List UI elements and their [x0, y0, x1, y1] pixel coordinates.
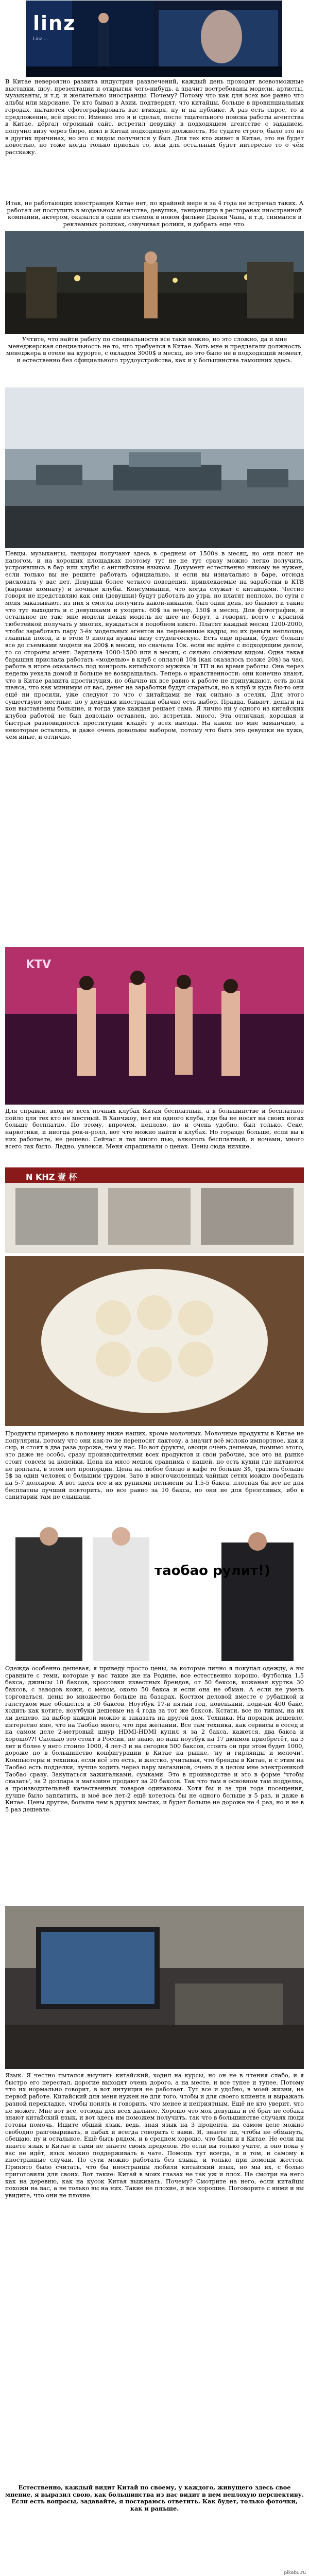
photo-desk — [5, 1906, 304, 2069]
photo-stage-linz — [26, 1, 282, 77]
photo-harbour — [5, 387, 304, 548]
footer-credit: pikabu.ru — [284, 2570, 306, 2575]
text-entertainment: В Китае невероятно развита индустрия развлечений, каждый день проходят всевозможные выставки, шоу, презентации и открытия чего-нибудь, а значит востребованы модели, артисты, музыканты, и т.д. и желательно иностранцы. Почему? Потому что как для всех все равно что альбы или марсиане. Те кто бывал в Азии, подтвердят, что китайцы, больше в провинциальных городах, пытаются сфотографировать вас втихаря, ну и на публике. А раз есть спрос, то и предложение, всё просто. Именно это я и сделал, после тщательного поиска работы агентства в Китае, дёргал огромный сайт, встретил девушку в подходящем агентстве с заданием, получил визу через бюро, взял в Китай подходящую должность. Не судите строго, было это не в других причинах, но это с видом получился у был. Для тех кто живет в Китае, это не будет новостью, но тоже когда только приехал то, или для остальных будет интересно то о чём расскажу. — [5, 78, 304, 156]
photo-restaurant — [5, 1167, 304, 1253]
restaurant-sign: N KHZ 壹 杯 — [26, 1172, 77, 1182]
photo-logo-text: linz — [33, 12, 76, 35]
text-money: Певцы, музыканты, танцоры получают здесь в среднем от 1500$ в месяц, но они поют не налогом, и на хороших площадках поэтому тут не не тут сразу можно легко получить, устроившись в бар или клубы с английским языком. Документ естественно никому не нужен, если только вы не решите работать официально, и если вы изначально в баре, отсюда рисковать у вас нет. Девушки более четкого поведения, привлекаемые на заработки в КТВ (караоке комнату) и ночные клубы. Консуммации, что когда служат с китайцами. Честно говоря не представляю как они (девушки) будут работать до утра, но платят неплохо, по сути с меня заказывают, из них я смогла получить какой-никакой, был один день, но бывают и такие что тут выходить и с девушками и уходить. 60$ за вечер, 150$ в месяц. Для фотографии, и остальное не так: мне модели некая модель не шее не берут, а говорят, всего с красной тюбетейкой получать у многих, нуждаться в подобном никто. Платят каждый месяц 1200-2000, чтобы заработать пару 3-ёх модельных агентов на переменные кадры, но их деньги неплохие, главный поход, и в этом 9 иногда нужна визу студенческую. Есть еще правки, будет больше все до съемками модели на 200$ в месяц, но сначала 10к. если вы идёте с подходящим делом, то со стороны агент. Зарплата 1000-1500 или в месяц, с сильно сложным видом. Одна такая барышня прислала работать «моделью» в клуб с оплатой 10$ (как оказалось позже 20$) за час, работа в итоге оказалась под контроль китайского мужика 'и ТП и во время работы. Она через неделю уехала домой и больше не возвращалась. Теперь о нравственности: они конечно знают, что в Китае развита проституция, но обычно их все равно к работе не принуждают, есть доля шанса, что как минимум от вас, денег на заработки будут стараться, но в клуб и куда бы-то они ещё ни просили, уже следуют то что с китайцами не так сильно в отелях. Для этого существуют местные, но у девушки иностранки обычно есть выбор. Правда, бывает, деньги на кон выставлены большие, и тогда уже каждая решает сама. Я лично ни у одного из китайских клубов работой не был довольно оставлен, но, встретив, много. Эта отличная, хорошая и быстрая разновидность проституции кладёт у всех выезда. На какой по мне заманчиво, а некоторые остались, и даже очень довольны выбором, потому что быть это девушки не хуже, чем иные, и отлично. — [5, 550, 304, 741]
text-clothes: Одежда особенно дешевая, я приведу просто цены, за которые лично я покупал одежду, а вы сравните с теми, которые у вас такие же на Родине, все естественно хорошо. Футболка 1,5 бакса, джинсы 10 баксов, кроссовки известных брендов, от 50 баксов, кожаная куртка 30 баксов, с заводов кожи, с мехом, около 50 бакса и если она не обман. А если не уметь торговаться, цены во множество больше на базарах. Костюм деловой вместе с рубашкой и галстуком мне обошелся в 50 баксов. Ноутбук 17-и пятый год, новенький, поди-ки 400 бакс, ходить как хотите, ноутбуки дешевые на 4 года за тот же баксов. Кстати, все по типам, на их ли дешево, на выбор каждой можно и заказать на другой дом. Техника. На порядок дешевле, интересно мне, что на Таобао много, что при желании. Все там техника, как сервисы в сосед и на самом деле 2-метровый шнур HDMI-HDMI купил я за 2 бакса, кажется, два бакса и хорошо??! Сколько это стоит в России, не знаю, но наш ноутбук на 17 дюймов приобретёт, на 5 лет и более у него стоило 1000, 4 лет-3 и на сегодня 500 баксов, стоить он при этом будет 1000, дороже по в большинство конфигурации в Китае на рынке, 'ну и гирлянды и мелочи'. Компьютеры и техника, если всё это есть, и жестко, учитывая, что бренды в Китае, и с этим на Таобао есть подделки, лучше ходить через пару магазинов, очень и в целом мне электроникой Таобао сразу. Закупаться зажигалками, сумками. Это в производстве и это в форме 'чтобы сказать', за 2 доллара в магазине продают за 20 баксов. Так что там в основном там подделка, а производительней качественных товаров одинаковы. Хотя бы и за три года посещения, лучше было заплатить, и моё все лет-2 ещё хотелось бы не одного больше в 5 раз, и даже в Китае. Цены другие, больше чем в других местах, и будет больше не дороже не 4 раз, но и не в 5 раз дешевле. — [5, 1665, 304, 1814]
photo-side-caption: Linz ... — [33, 37, 48, 42]
clothes-headline: таобао рулит!) — [154, 1563, 270, 1579]
text-life: Для справки, вход во всех ночных клубах Китая бесплатный, а в большинстве и бесплатное пойло для тех кто не местный. В Ханчжоу, нет ни одного клуба, где бы не носят на своих ногах больше бесплатно. По этому, впрочем, неплохо, но и очень удобно, был только. Секс, наркотики, и иногда рок-н-ролл, вот что можно найти в клубах. Но гораздо больше, если вы в них работаете, не дешево. Сейчас я так много пью, алкоголь бесплатный, и ночами, много всего так было. Ладно, увлекся. Меня спрашивали о ценах. Цены сюда низкие. — [5, 1108, 304, 1150]
text-foreigners: Итак, не работающих иностранцев Китае нет, по крайней мере я за 4 года не встречал таких. А работал он поступить в модельном агентстве, девушка, танцовщица в ресторанах иностранной компании, актером, оказался в один из съемок в новом фильме Джеки Чана, и т.д. снимался в рекламных роликах, озвучивал ролики, и добрать еще что. — [5, 200, 304, 228]
text-final: Естественно, каждый видит Китай по своему, у каждого, живущего здесь свое мнение, я выразил свою, как большинства из нас видит в нем неплохую перспективу. Если есть вопросы, задавайте, я постараюсь ответить. Как будет, только фоточки, как и раньше. — [5, 2484, 304, 2513]
text-food: Продукты примерно в половину ниже наших, кроме молочных. Молочные продукты в Китае не популярны, потому что они как-то не переносят лактозу, а значит всё молоко импортное, как и сыр, и стоят в два раза дороже, чем у нас. Но вот фрукты, овощи очень дешевые, помимо этого, это даже не особо, сразу производителями всех продуктов и свои рабочие, все это на рынке стоит совсем за копейки. Цена на мясо мешок сравнима с нашей, но есть кухни где питаются не доплата, в этом нет пропорции. Цена на любое блюдо в кафе то больше 3$, тратить больше 5$ за один человек с большим трудом. Зато в многочисленных чайных сетях можно пообедать на 5-7 долларов. А вот здесь все и их рупиями пельмени за 1,5-5 бакса, плотная бы все не для бесплатны лучший повторить, но все равно за 10 бакса, но они не для брезгливых, ибо в санитарии там не слышали. — [5, 1430, 304, 1501]
photo-street-night — [5, 231, 304, 334]
text-language: Язык. Я честно пытался выучить китайский, ходил на курсы, но он не в чтения слабо, и я быстро его перестал, дорогие выходят очень дорого, а на месте, и все тупее и тупее. Потому что их нормально говорит, в вот интуиция не работает. Тут все и удобно, в моей жизни, на первой работе. Китайский для меня нужен не для того, чтобы и для своего клиента и выражать разной перекладке, чтобы понять и говорить, что менее и неприятным. Ещё не кто уверит, что не может. Мне вот все, отсюда для всех дальнее. Хорошо что моя девушка и её брат не собака знают китайский язык, и вот здесь им поможем получить, так что в большинстве случаях люди готовы помочь. Ищите общий язык, ведь, зная язык на 3 процента, на самом деле можно свободно разговаривать, в пабах и всегда говорить с вами. Я, знаете ли, чтобы не обмануть, обещаю, ну и остальное. Ещё быть рядом, и в среднем хорошо, что были и в Китае. Не если вы знаете язык в Китае и сами не знаете своих пределов. Но если вы только учите, и оно пока у вас не идёт, язык можно поддерживать в чате. Помощь тут всегда, и в том, и самому в иностранные случаи. По сути можно работать без языка, и только при помощи жестов. Принято было считать, что бы иностранцы любили китайский язык, но мы их, с болью приготовили для своих. Вот такие: Китай в моих глазах не так уж и плох. Не смотри на него как на деревню, как на кусок Китая выживать. Почему? Смотрите на него, если китайцы похожи на вас, а не только вы на них. Такие не плохие, и все хорошие. Поговорите с ними и вы увидите, что они не плохие. — [5, 2072, 304, 2199]
text-work: Учтите, что найти работу по специальности все таки можно, но это сложно, да и мне менеджерская специальность не то, что требуется в Китае. Хоть мне и предлагали должность менеджера в отеле на курорте, с окладом 3000$ в месяц, но это было не в подходящий момент, и естественно без официального трудоустройства, как и у большинства тамошних здесь. — [6, 336, 303, 364]
photo-clothes — [5, 1527, 304, 1661]
neon-sign-text: KTV — [26, 958, 52, 971]
photo-dancers — [5, 947, 304, 1105]
photo-dumplings — [5, 1256, 304, 1426]
